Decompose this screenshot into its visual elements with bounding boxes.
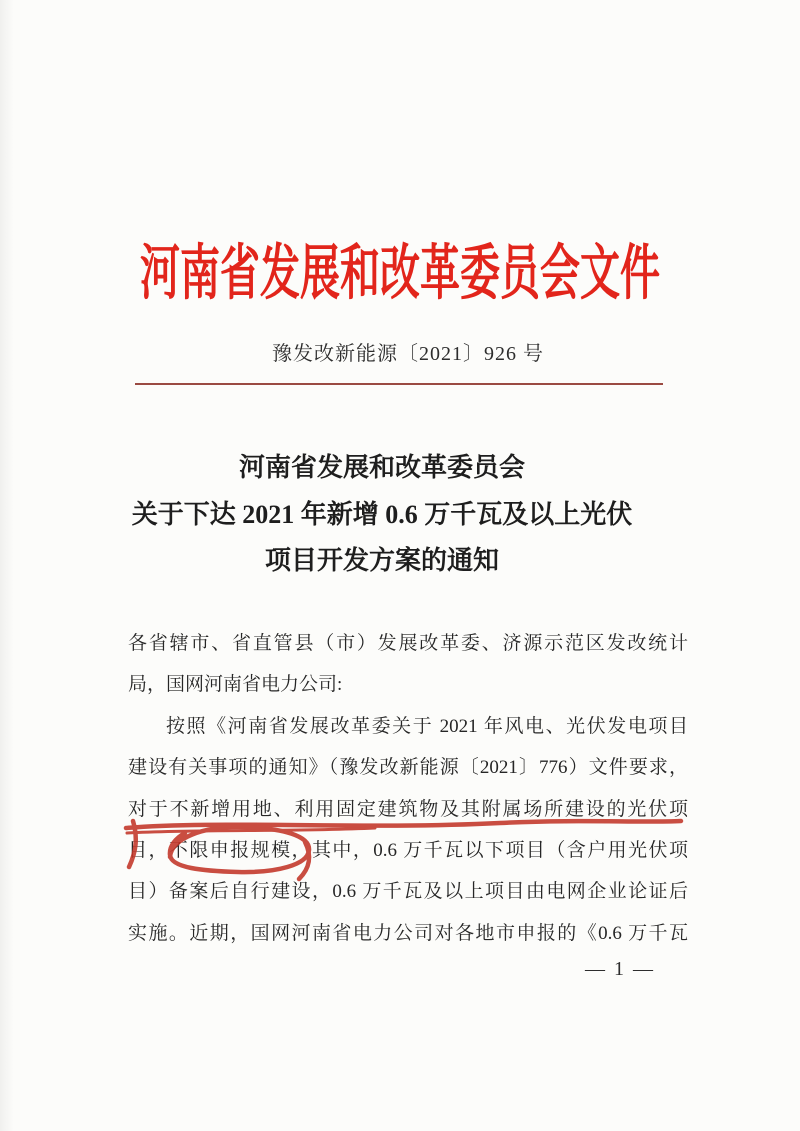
page-number: — 1 —: [585, 958, 655, 980]
body-line: 按照《河南省发展改革委关于 2021 年风电、光伏发电项目: [166, 715, 688, 737]
title-line-1: 河南省发展和改革委员会: [238, 453, 525, 482]
document-body: [128, 623, 688, 954]
body-line-underlined: 对于不新增用地、利用固定建筑物及其附属场所建设的光伏项: [128, 798, 688, 820]
red-header-banner: 河南省发展和改革委员会文件: [140, 239, 660, 307]
body-line: 目）备案后自行建设，0.6 万千瓦及以上项目由电网企业论证后: [128, 881, 688, 903]
body-line-circled: 目，不限申报规模，其中，0.6 万千瓦以下项目（含户用光伏项: [128, 840, 688, 862]
document-number: 豫发改新能源〔2021〕926 号: [272, 343, 544, 365]
body-line: 局，国网河南省电力公司:: [128, 674, 343, 696]
body-line: 各省辖市、省直管县（市）发展改革委、济源示范区发改统计: [128, 633, 688, 654]
title-line-3: 项目开发方案的通知: [264, 546, 499, 575]
title-line-2: 关于下达 2021 年新增 0.6 万千瓦及以上光伏: [131, 499, 633, 529]
body-line: 实施。近期，国网河南省电力公司对各地市申报的《0.6 万千瓦: [128, 922, 688, 944]
body-line: 建设有关事项的通知》（豫发改新能源〔2021〕776）文件要求，: [128, 757, 688, 779]
red-divider-rule: [135, 383, 663, 385]
document-title: [0, 445, 782, 585]
